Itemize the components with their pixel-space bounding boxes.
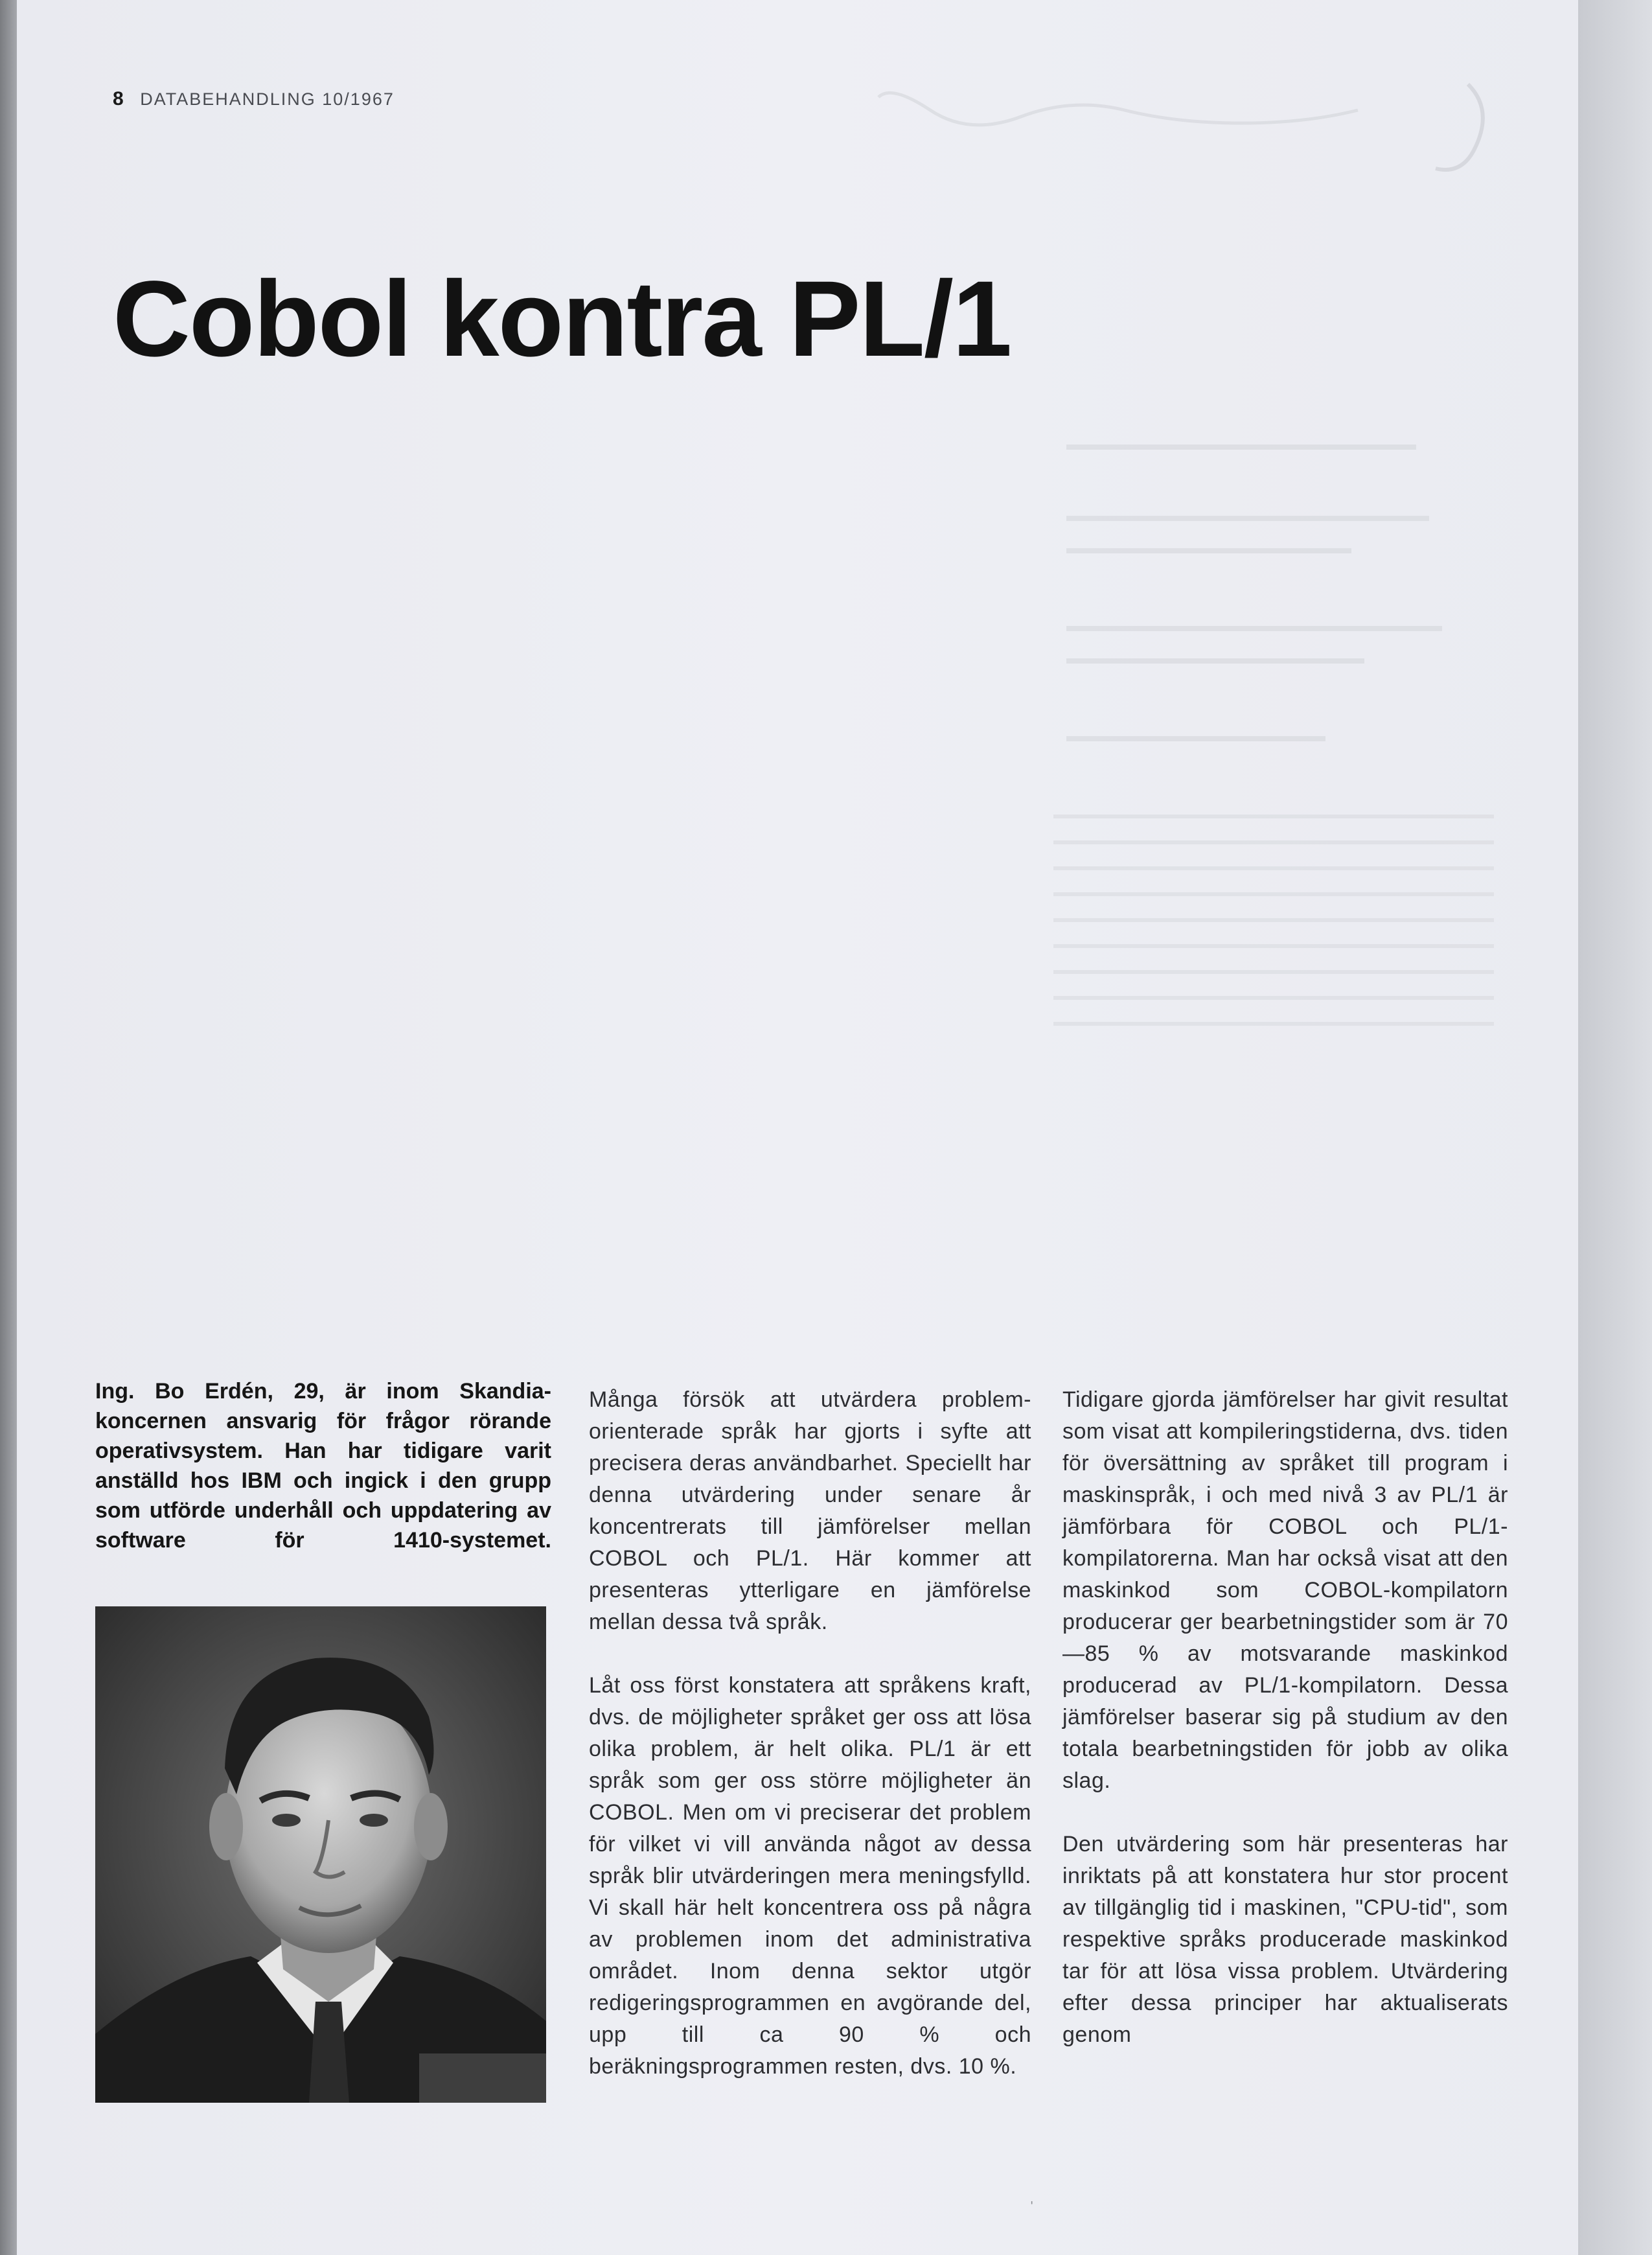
text-column-right — [1062, 1384, 1508, 2083]
article-title: Cobol kontra PL/1 — [113, 259, 1011, 379]
running-header — [113, 88, 395, 110]
author-bio: Ing. Bo Erdén, 29, är inom Skandia-koncernen ansvarig för frågor rörande operativsystem. Han har tidigare varit anställd hos IBM och ingick i den grupp som utförde underhåll och uppdatering av software för 1410-systemet. — [95, 1379, 551, 1553]
adjacent-page-edge — [1578, 0, 1652, 2255]
body-paragraph: Låt oss först konstatera att språkens kraft, dvs. de möjligheter språket ger oss att lösa olika problem, är helt olika. PL/1 är ett språk som ger oss större möjligheter än COBOL. Men om vi preciserar det problem för vilket vi vill använda något av dessa språk blir utvärderingen mera meningsfylld. Vi skall här helt koncentrera oss på några av problemen inom det administrativa området. Inom denna sektor utgör redigeringsprogrammen en avgörande del, upp till ca 90 % och beräkningsprogrammen resten, dvs. 10 %. — [589, 1673, 1031, 2079]
body-paragraph: Den utvärdering som här presenteras har inriktats på att konstatera hur stor procent av tillgänglig tid i maskinen, "CPU-tid", som respektive språks producerade maskinkod tar för att lösa vissa problem. Utvärdering efter dessa principer har aktualiserats genom — [1062, 1832, 1508, 2047]
magazine-page — [17, 0, 1578, 2255]
print-mark: ˈ — [1029, 2198, 1035, 2218]
text-column-middle — [589, 1384, 1031, 2114]
page-binding-edge — [0, 0, 17, 2255]
body-paragraph: Tidigare gjorda jämförelser har givit resultat som visat att kompileringstiderna, dvs. tiden för översättning av språket till program i maskinspråk, i och med nivå 3 av PL/1 är jämförbara för COBOL och PL/1-kompilatorerna. Man har också visat att den maskinkod som COBOL-kompilatorn producerar ger bearbetningstider som är 70—85 % av motsvarande maskinkod producerad av PL/1-kompilatorn. Dessa jämförelser baserar sig på studium av den totala bearbetningstiden för jobb av olika slag. — [1062, 1387, 1508, 1793]
issue-number: 10/1967 — [322, 89, 395, 109]
portrait-illustration — [95, 1606, 546, 2103]
publication-name: DATABEHANDLING — [140, 89, 316, 109]
show-through-lines — [1053, 441, 1507, 1089]
show-through-artwork — [853, 71, 1507, 188]
author-portrait — [95, 1606, 546, 2103]
page-number: 8 — [113, 88, 125, 110]
body-paragraph: Många försök att utvärdera problem-orienterade språk har gjorts i syfte att precisera deras användbarhet. Speciellt har denna utvärdering under senare år koncentrerats till jämförelser mellan COBOL och PL/1. Här kommer att presenteras ytterligare en jämförelse mellan dessa två språk. — [589, 1387, 1031, 1634]
